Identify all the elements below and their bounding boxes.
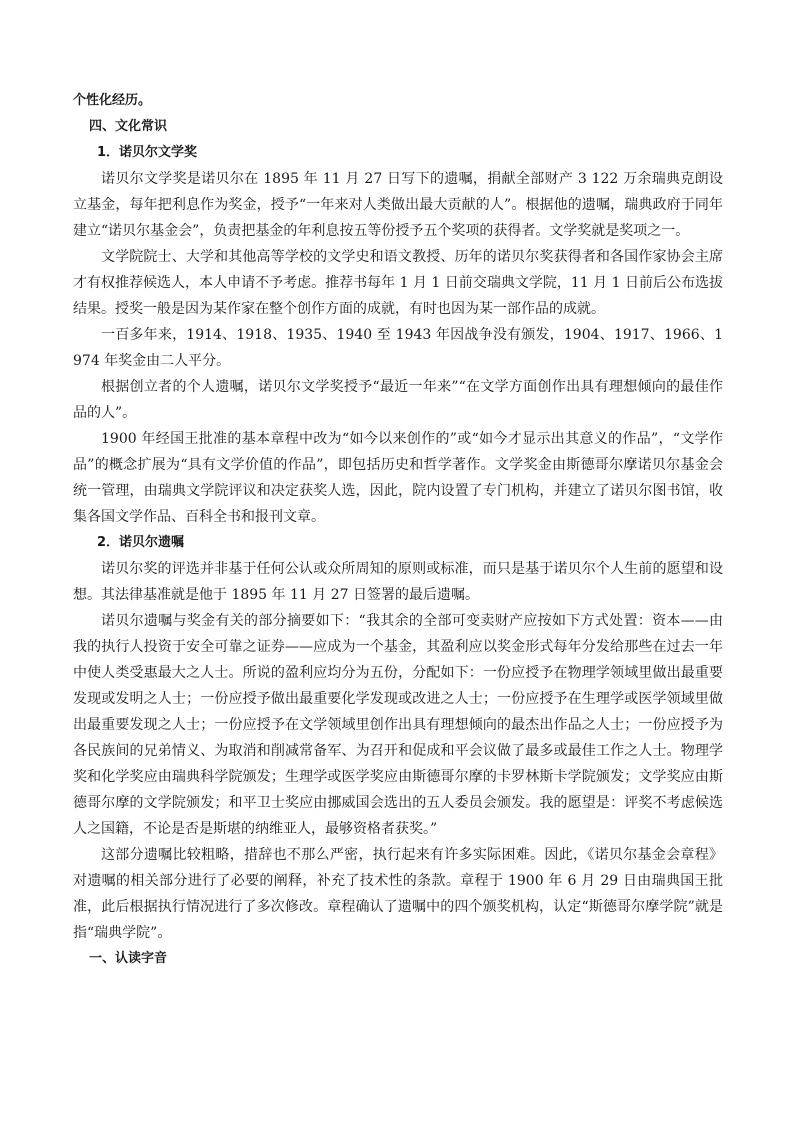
section-heading-culture: 四、文化常识 [89, 119, 168, 134]
continued-text: 个性化经历。 [73, 93, 152, 108]
paragraph-8: 这部分遗嘱比较粗略，措辞也不那么严密，执行起来有许多实际困难。因此，《诺贝尔基金会章程》对遗嘱的相关部分进行了必要的阐释，补充了技术性的条款。章程于 1900 年 6 月 29 日由瑞典国王批准，此后根据执行情况进行了多次修改。章程确认了遗嘱中的四个颁奖机构，认定“斯德哥尔摩学院”就是指“瑞典学院”。 [73, 847, 723, 941]
paragraph-4: 根据创立者的个人遗嘱，诺贝尔文学奖授予“最近一年来”“在文学方面创作出具有理想倾向的最佳作品的人”。 [73, 379, 723, 421]
document-page [73, 88, 723, 972]
subheading-nobel-literature-prize: 1．诺贝尔文学奖 [97, 145, 198, 160]
paragraph-2: 文学院院士、大学和其他高等学校的文学史和语文教授、历年的诺贝尔奖获得者和各国作家协会主席才有权推荐候选人，本人申请不予考虑。推荐书每年 1 月 1 日前交瑞典文学院，11 月 1 日前后公布选拔结果。授奖一般是因为某作家在整个创作方面的成就，有时也因为某一部作品的成就。 [73, 249, 723, 317]
section-heading-pronunciation: 一、认读字音 [89, 951, 168, 966]
subheading-nobel-will: 2．诺贝尔遗嘱 [97, 535, 185, 550]
paragraph-7: 诺贝尔遗嘱与奖金有关的部分摘要如下：“我其余的全部可变卖财产应按如下方式处置：资本——由我的执行人投资于安全可靠之证券——应成为一个基金，其盈利应以奖金形式每年分发给那些在过去一年中使人类受惠最大之人士。所说的盈利应均分为五份，分配如下：一份应授予在物理学领域里做出最重要发现或发明之人士；一份应授予做出最重要化学发现或改进之人士；一份应授予在生理学或医学领域里做出最重要发现之人士；一份应授予在文学领域里创作出具有理想倾向的最杰出作品之人士；一份应授予为各民族间的兄弟情义、为取消和削减常备军、为召开和促成和平会议做了最多或最佳工作之人士。物理学奖和化学奖应由瑞典科学院颁发；生理学或医学奖应由斯德哥尔摩的卡罗林斯卡学院颁发；文学奖应由斯德哥尔摩的文学院颁发；和平卫士奖应由挪威国会选出的五人委员会颁发。我的愿望是：评奖不考虑候选人之国籍，不论是否是斯堪的纳维亚人，最够资格者获奖。” [73, 613, 723, 837]
paragraph-3: 一百多年来，1914、1918、1935、1940 至 1943 年因战争没有颁发，1904、1917、1966、1974 年奖金由二人平分。 [73, 327, 723, 369]
paragraph-1: 诺贝尔文学奖是诺贝尔在 1895 年 11 月 27 日写下的遗嘱，捐献全部财产 3 122 万余瑞典克朗设立基金，每年把利息作为奖金，授予“一年来对人类做出最大贡献的人”。根据他的遗嘱，瑞典政府于同年建立“诺贝尔基金会”，负责把基金的年利息按五等份授予五个奖项的获得者。文学奖就是奖项之一。 [73, 171, 723, 239]
paragraph-5: 1900 年经国王批准的基本章程中改为“如今以来创作的”或“如今才显示出其意义的作品”，“文学作品”的概念扩展为“具有文学价值的作品”，即包括历史和哲学著作。文学奖金由斯德哥尔摩诺贝尔基金会统一管理，由瑞典文学院评议和决定获奖人选，因此，院内设置了专门机构，并建立了诺贝尔图书馆，收集各国文学作品、百科全书和报刊文章。 [73, 431, 723, 525]
paragraph-6: 诺贝尔奖的评选并非基于任何公认或众所周知的原则或标准，而只是基于诺贝尔个人生前的愿望和设想。其法律基准就是他于 1895 年 11 月 27 日签署的最后遗嘱。 [73, 561, 723, 603]
